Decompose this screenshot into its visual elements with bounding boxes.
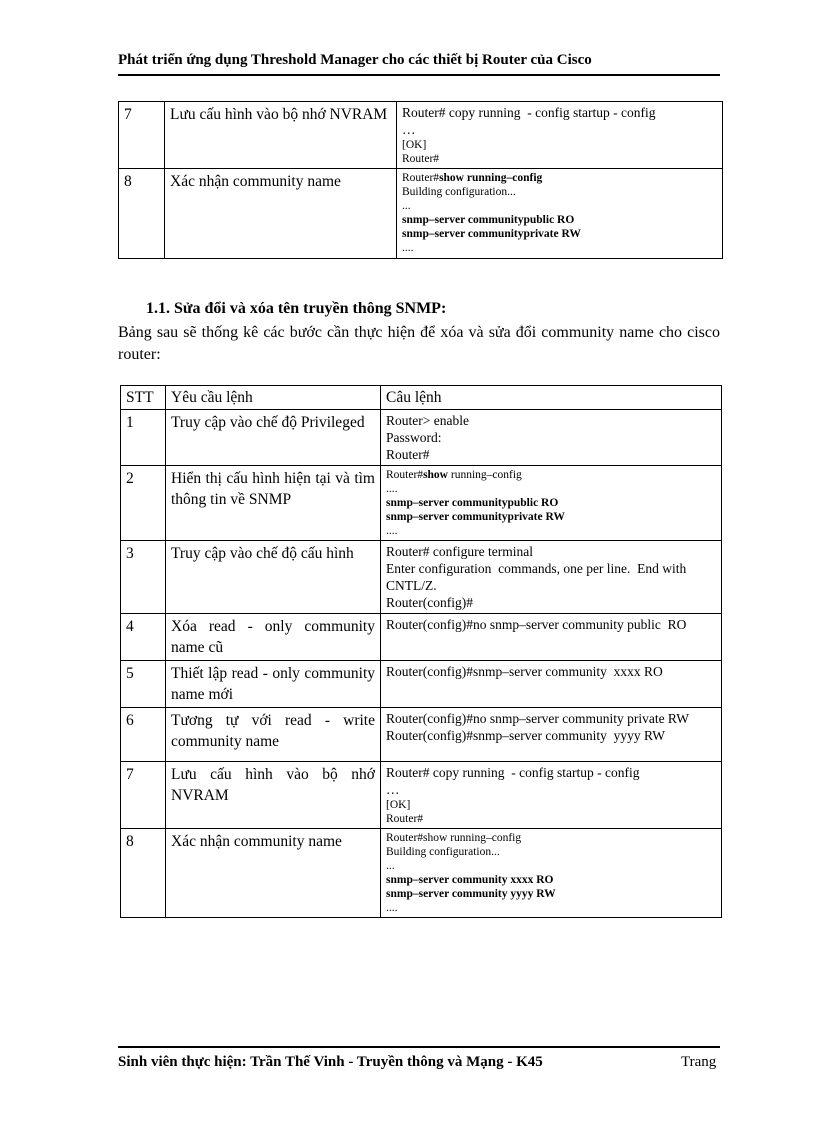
command-line (386, 482, 716, 496)
command-text: … (402, 122, 416, 137)
command-text: ... (402, 200, 411, 212)
command-text: show (423, 469, 448, 481)
command-line (402, 199, 717, 213)
step-command (397, 169, 723, 259)
snmp-modify-table (120, 385, 722, 918)
command-line (386, 468, 716, 482)
step-number: 7 (119, 102, 165, 169)
command-text: Router#show running–config (386, 832, 522, 844)
command-text: Building configuration... (386, 846, 500, 858)
command-line (386, 812, 716, 826)
command-text: snmp–server communitypublic RO (402, 214, 575, 226)
table-row (121, 661, 722, 708)
step-number: 3 (121, 541, 166, 614)
command-text: Router# (402, 153, 440, 165)
command-line (402, 213, 717, 227)
step-request: Xóa read - only community name cũ (166, 614, 381, 661)
command-line (386, 845, 716, 859)
step-number: 1 (121, 410, 166, 466)
step-request: Truy cập vào chế độ cấu hình (166, 541, 381, 614)
page-header-title: Phát triển ứng dụng Threshold Manager cho các thiết bị Router của Cisco (118, 52, 592, 68)
step-request: Lưu cấu hình vào bộ nhớ NVRAM (165, 102, 397, 169)
command-line (386, 429, 716, 446)
command-line (386, 873, 716, 887)
step-request: Lưu cấu hình vào bộ nhớ NVRAM (166, 762, 381, 829)
step-command (381, 661, 722, 708)
step-command (381, 829, 722, 918)
command-line (402, 227, 717, 241)
step-number: 2 (121, 466, 166, 541)
command-text: [OK] (386, 799, 411, 811)
step-request: Hiển thị cấu hình hiện tại và tìm thông tin về SNMP (166, 466, 381, 541)
step-command (381, 466, 722, 541)
command-line (402, 171, 717, 185)
command-line (386, 524, 716, 538)
command-line (386, 727, 716, 744)
header-stt: STT (121, 386, 166, 410)
command-line (402, 185, 717, 199)
command-text: .... (386, 483, 398, 495)
command-text: Router# copy running - config startup - config (386, 765, 640, 780)
command-text: Router> enable (386, 413, 469, 428)
step-number: 6 (121, 708, 166, 762)
command-text: … (386, 782, 400, 797)
step-request: Xác nhận community name (165, 169, 397, 259)
command-line (386, 594, 716, 611)
command-text: Router# (386, 447, 430, 462)
footer-page-label: Trang (681, 1054, 717, 1070)
step-command (381, 708, 722, 762)
step-command (381, 614, 722, 661)
command-line (386, 901, 716, 915)
table-row (121, 614, 722, 661)
table-row (119, 102, 723, 169)
step-number: 4 (121, 614, 166, 661)
command-text: Router# configure terminal (386, 544, 533, 559)
command-text: snmp–server communityprivate RW (386, 511, 565, 523)
footer-divider (118, 1046, 720, 1048)
command-text: Router(config)#snmp–server community yyyy RW (386, 728, 665, 743)
command-line (386, 798, 716, 812)
command-text: snmp–server community yyyy RW (386, 888, 556, 900)
command-text: Router(config)#no snmp–server community private RW (386, 711, 689, 726)
command-prompt: Router# (402, 172, 440, 184)
command-text: snmp–server community xxxx RO (386, 874, 554, 886)
command-line (386, 663, 716, 680)
command-line (386, 412, 716, 429)
command-text: .... (386, 902, 398, 914)
command-line (402, 104, 717, 121)
command-line (386, 887, 716, 901)
step-request: Tương tự với read - write community name (166, 708, 381, 762)
command-line (402, 152, 717, 166)
table-header-row (121, 386, 722, 410)
step-request: Xác nhận community name (166, 829, 381, 918)
command-text: Building configuration... (402, 186, 516, 198)
command-line (386, 560, 716, 594)
step-number: 7 (121, 762, 166, 829)
command-line (386, 831, 716, 845)
step-command (381, 410, 722, 466)
command-line (386, 543, 716, 560)
table-row (121, 541, 722, 614)
step-command (381, 762, 722, 829)
table-row (121, 708, 722, 762)
command-text: [OK] (402, 139, 427, 151)
command-line (386, 764, 716, 781)
table1-body (119, 102, 723, 259)
command-text: Router(config)#snmp–server community xxxx RO (386, 664, 663, 679)
command-line (386, 510, 716, 524)
header-divider (118, 74, 720, 76)
command-line (386, 446, 716, 463)
table-row (121, 762, 722, 829)
table-row (121, 410, 722, 466)
command-text: Router# copy running - config startup - config (402, 105, 656, 120)
step-number: 5 (121, 661, 166, 708)
header-command: Câu lệnh (381, 386, 722, 410)
command-text: Router(config)# (386, 595, 473, 610)
command-line (386, 496, 716, 510)
step-command (397, 102, 723, 169)
command-text: Router(config)#no snmp–server community public RO (386, 617, 687, 632)
command-line (386, 710, 716, 727)
command-text: show running–config (439, 172, 543, 184)
table2-body (121, 410, 722, 918)
command-table-continued (118, 101, 723, 259)
command-text: Password: (386, 430, 442, 445)
table-row (121, 829, 722, 918)
command-text: .... (386, 525, 398, 537)
step-number: 8 (121, 829, 166, 918)
command-text: ... (386, 860, 395, 872)
command-line (386, 616, 716, 633)
table-row (119, 169, 723, 259)
command-line (386, 781, 716, 798)
command-text: .... (402, 242, 414, 254)
header-request: Yêu cầu lệnh (166, 386, 381, 410)
step-command (381, 541, 722, 614)
section-intro: Bảng sau sẽ thống kê các bước cần thực hiện để xóa và sửa đổi community name cho cisco router: (118, 324, 720, 363)
footer-author: Sinh viên thực hiện: Trần Thế Vinh - Truyền thông và Mạng - K45 (118, 1054, 543, 1070)
command-line (402, 121, 717, 138)
command-line (402, 241, 717, 255)
command-text: Router# (386, 813, 424, 825)
step-request: Thiết lập read - only community name mới (166, 661, 381, 708)
command-prompt: Router# (386, 469, 424, 481)
table-row (121, 466, 722, 541)
step-request: Truy cập vào chế độ Privileged (166, 410, 381, 466)
command-text: snmp–server communityprivate RW (402, 228, 581, 240)
command-text: Enter configuration commands, one per line. End with CNTL/Z. (386, 561, 690, 593)
step-number: 8 (119, 169, 165, 259)
command-text: snmp–server communitypublic RO (386, 497, 559, 509)
command-suffix: running–config (448, 469, 522, 481)
section-heading: 1.1. Sửa đổi và xóa tên truyền thông SNMP: (146, 300, 447, 317)
command-line (402, 138, 717, 152)
command-line (386, 859, 716, 873)
